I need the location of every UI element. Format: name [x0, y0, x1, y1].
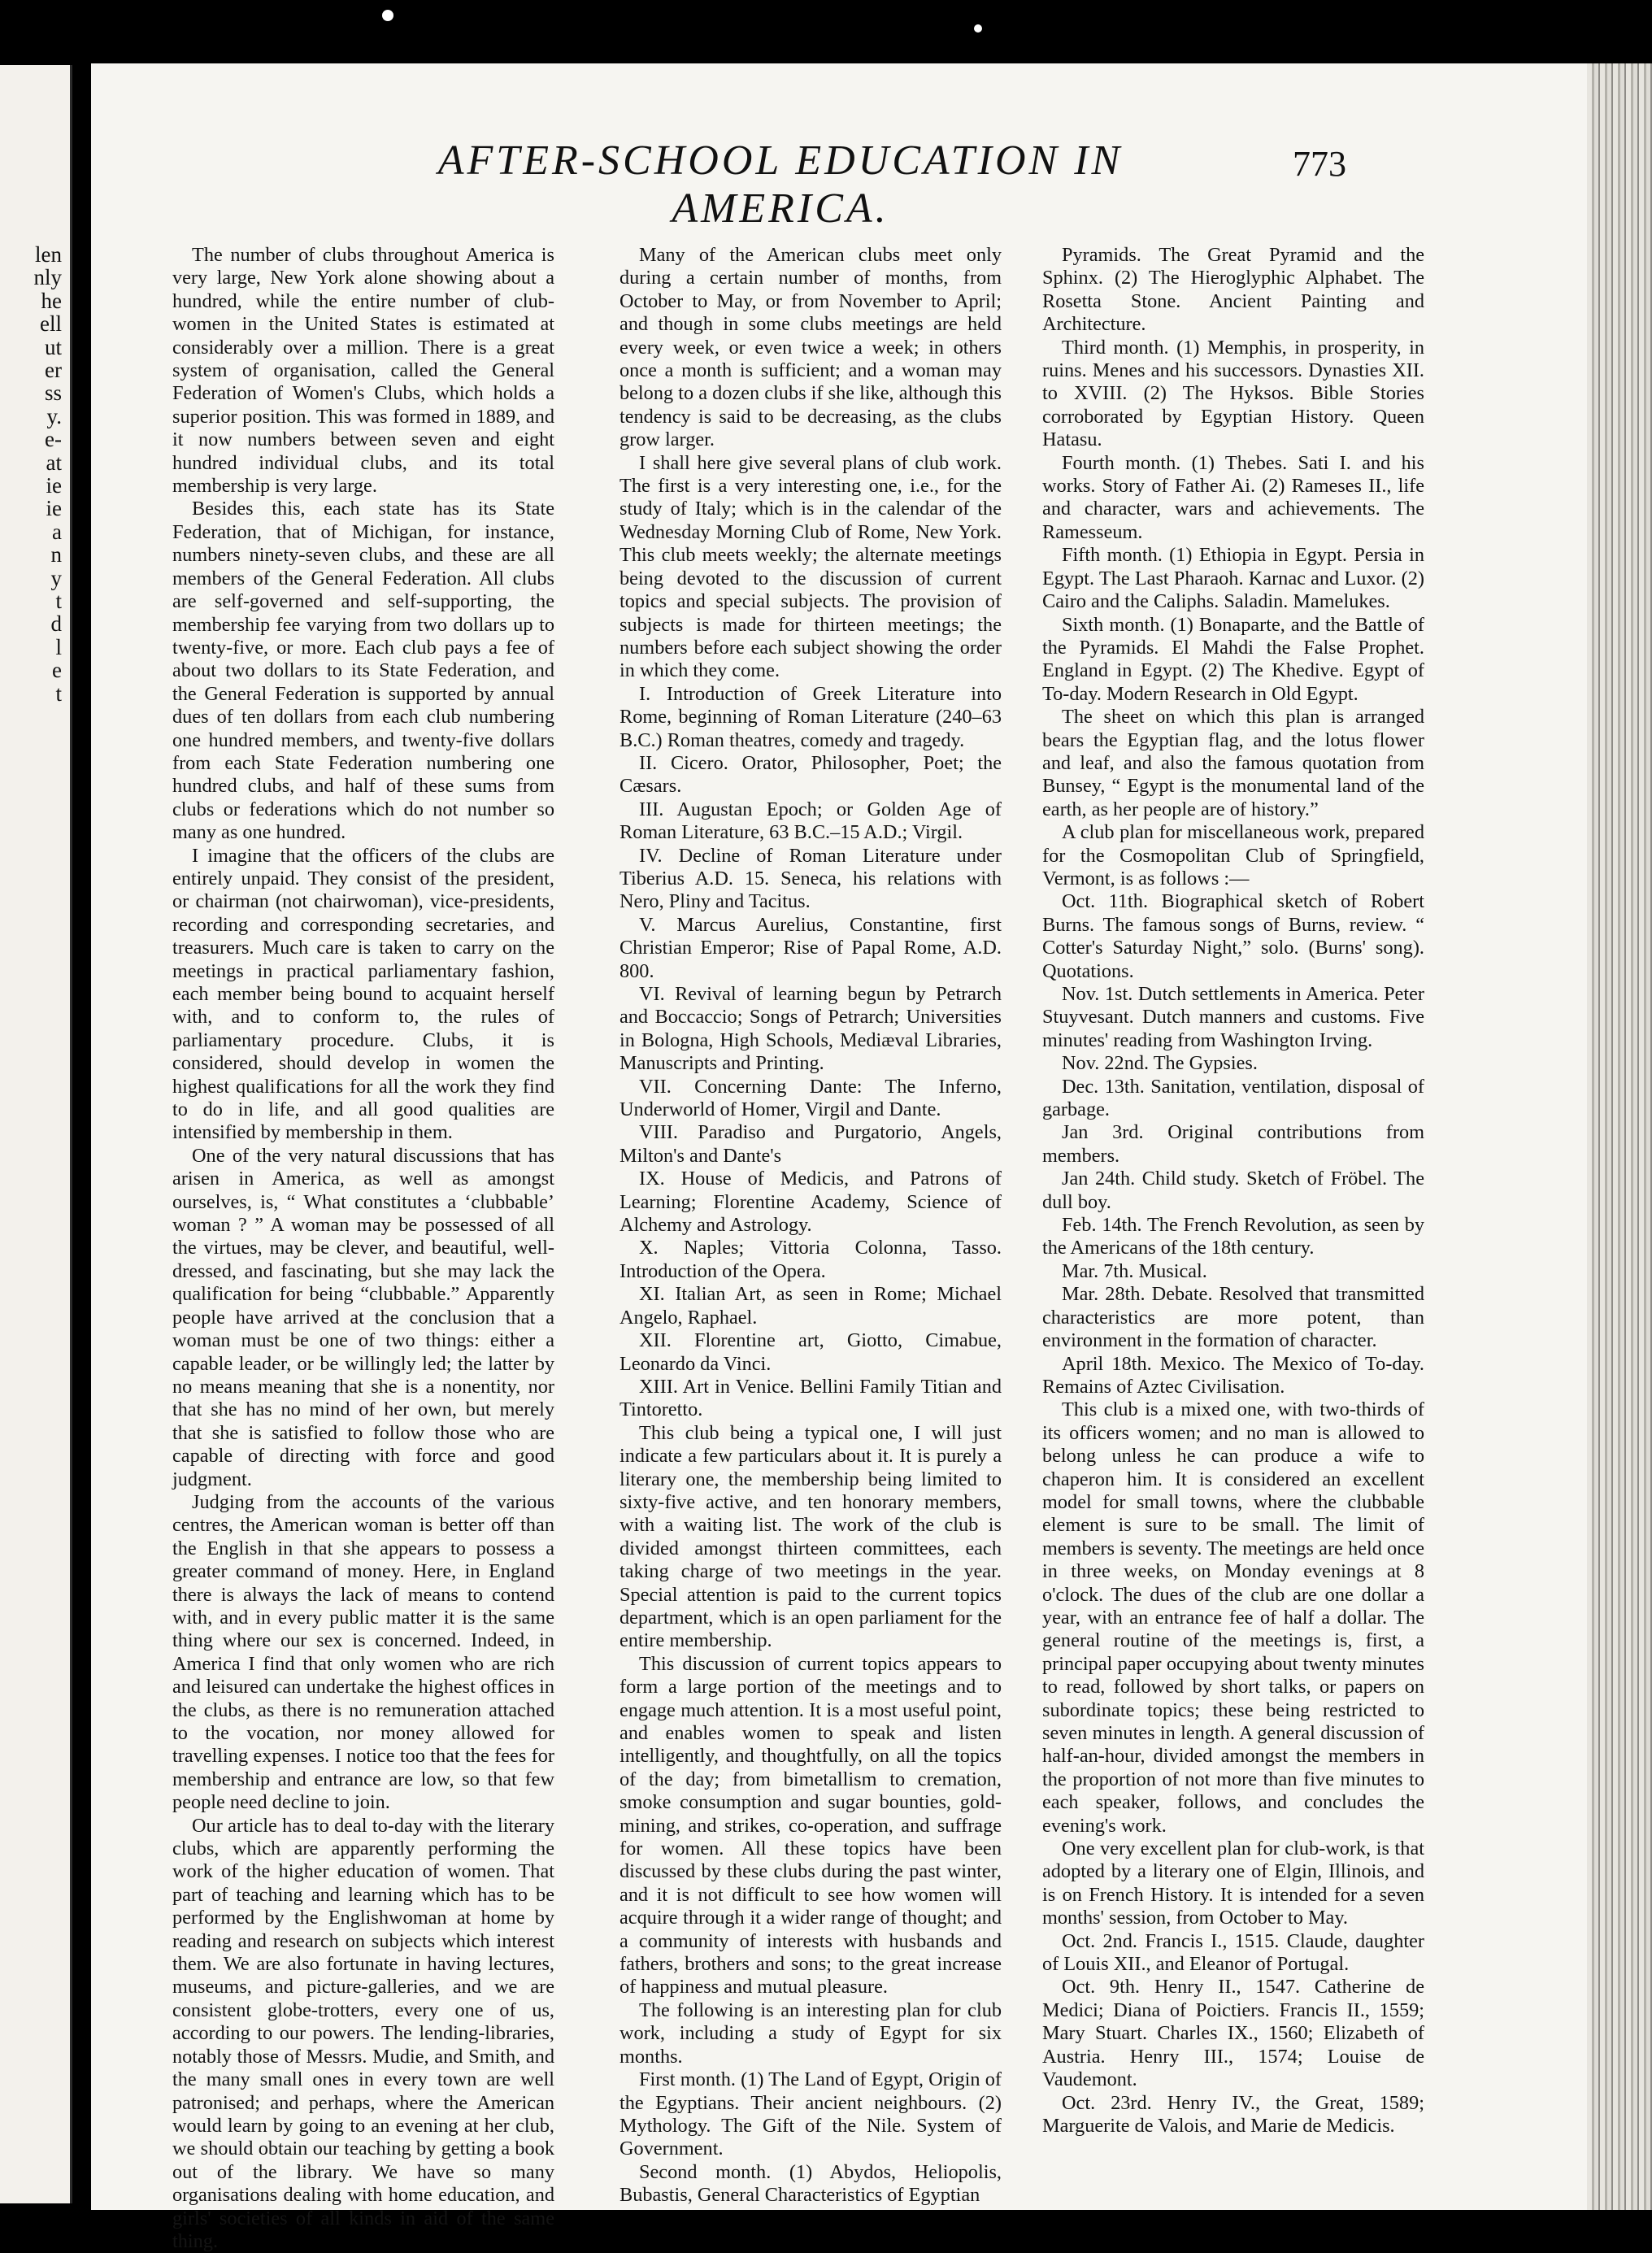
prev-page-fragment: l	[55, 634, 62, 659]
paragraph: XI. Italian Art, as seen in Rome; Michael Angelo, Raphael.	[620, 1283, 1002, 1329]
paragraph: VI. Revival of learning begun by Petrarch and Boccaccio; Songs of Petrarch; Universities in Bologna, High Schools, Mediæval Libraries, Manuscripts and Printing.	[620, 983, 1002, 1075]
prev-page-fragment: at	[46, 450, 62, 475]
paragraph: Oct. 2nd. Francis I., 1515. Claude, daughter of Louis XII., and Eleanor of Portugal.	[1042, 1929, 1424, 1976]
paragraph: One of the very natural discussions that has arisen in America, as well as amongst ourselves, is, “ What constitutes a ‘clubbable’ woman ? ” A woman may be possessed of all the virtues, may be clever, and beautiful, well-dressed, and fascinating, but she may lack the qualification for being “clubbable.” Apparently people have arrived at the conclusion that a woman must be one of two things: either a capable leader, or be willingly led; the latter by no means meaning that she is a nonentity, nor that she has no mind of her own, but merely that she is satisfied to follow those who are capable of directing with force and good judgment.	[172, 1144, 554, 1490]
page-edge-stack	[1587, 63, 1652, 2210]
paragraph: V. Marcus Aurelius, Constantine, first Christian Emperor; Rise of Papal Rome, A.D. 800.	[620, 913, 1002, 982]
paragraph: Mar. 28th. Debate. Resolved that transmitted characteristics are more potent, than environment in the formation of character.	[1042, 1283, 1424, 1352]
prev-page-fragment: ss	[44, 381, 62, 406]
prev-page-fragment: y.	[46, 403, 62, 428]
paragraph: Jan 24th. Child study. Sketch of Fröbel. The dull boy.	[1042, 1168, 1424, 1213]
text-column-1	[172, 244, 554, 2253]
paragraph: This club is a mixed one, with two-thirds of its officers women; and no man is allowed to belong unless he can produce a wife to chaperon him. It is considered an excellent model for small towns, where the clubbable element is sure to be small. The limit of members is seventy. The meetings are held once in three weeks, on Monday evenings at 8 o'clock. The dues of the club are one dollar a year, with an entrance fee of half a dollar. The general routine of the meetings is, first, a principal paper occupying about twenty minutes to read, followed by short talks, or papers on subordinate topics; these being restricted to seven minutes in length. A general discussion of half-an-hour, divided amongst the members in the proportion of not more than five minutes to each speaker, follows, and concludes the evening's work.	[1042, 1398, 1424, 1837]
paragraph: IX. House of Medicis, and Patrons of Learning; Florentine Academy, Science of Alchemy and Astrology.	[620, 1168, 1002, 1237]
paragraph: Sixth month. (1) Bonaparte, and the Battle of the Pyramids. El Mahdi the False Prophet. England in Egypt. (2) The Khedive. Egypt of To-day. Modern Research in Old Egypt.	[1042, 613, 1424, 705]
paragraph: Many of the American clubs meet only during a certain number of months, from October to May, or from November to April; and though in some clubs meetings are held every week, or even twice a week; in others once a month is sufficient; and a woman may belong to a dozen clubs if she like, although this tendency is said to be decreasing, as the clubs grow larger.	[620, 244, 1002, 451]
paragraph: The sheet on which this plan is arranged bears the Egyptian flag, and the lotus flower and leaf, and also the famous quotation from Bunsey, “ Egypt is the monumental land of the earth, as her people are of history.”	[1042, 706, 1424, 820]
prev-page-fragment: nly	[33, 265, 62, 290]
prev-page-fragment: ut	[44, 334, 62, 359]
paragraph: Judging from the accounts of the various centres, the American woman is better off than the English in that she appears to possess a greater command of money. Here, in England there is always the lack of means to contend with, and in every public matter it is the same thing where our sex is concerned. Indeed, in America I find that only women who are rich and leisured can undertake the highest offices in the clubs, as there is no remuneration attached to the vocation, nor money allowed for travelling expenses. I notice too that the fees for membership and entrance are low, so that few people need decline to join.	[172, 1490, 554, 1814]
paragraph: Oct. 9th. Henry II., 1547. Catherine de Medici; Diana of Poictiers. Francis II., 1559; Mary Stuart. Charles IX., 1560; Elizabeth of Austria. Henry III., 1574; Louise de Vaudemont.	[1042, 1976, 1424, 2091]
prev-page-fragment: len	[35, 242, 62, 267]
paragraph: I shall here give several plans of club work. The first is a very interesting one, i.e., for the study of Italy; which is in the calendar of the Wednesday Morning Club of Rome, New York. This club meets weekly; the alternate meetings being devoted to the discussion of current topics and special subjects. The provision of subjects is made for thirteen meetings; the numbers before each subject showing the order in which they come.	[620, 451, 1002, 682]
paragraph: IV. Decline of Roman Literature under Tiberius A.D. 15. Seneca, his relations with Nero, Pliny and Tacitus.	[620, 844, 1002, 913]
paragraph: First month. (1) The Land of Egypt, Origin of the Egyptians. Their ancient neighbours. (2) Mythology. The Gift of the Nile. System of Government.	[620, 2068, 1002, 2160]
paragraph: Mar. 7th. Musical.	[1062, 1259, 1207, 1282]
page-number: 773	[1293, 144, 1346, 184]
paragraph: Pyramids. The Great Pyramid and the Sphinx. (2) The Hieroglyphic Alphabet. The Rosetta Stone. Ancient Painting and Architecture.	[1042, 244, 1424, 336]
paragraph: Jan 3rd. Original contributions from members.	[1042, 1121, 1424, 1167]
text-column-3	[1042, 244, 1424, 2138]
running-head: AFTER-SCHOOL EDUCATION IN AMERICA.	[437, 137, 1124, 232]
paragraph: This club being a typical one, I will just indicate a few particulars about it. It is purely a literary one, the membership being limited to sixty-five active, and ten honorary members, with a waiting list. The work of the club is divided amongst thirteen committees, each taking charge of two meetings in the year. Special attention is paid to the current topics department, which is an open parliament for the entire membership.	[620, 1421, 1002, 1652]
paragraph: This discussion of current topics appears to form a large portion of the meetings and to engage much attention. It is a most useful point, and enables women to speak and listen intelligently, and thoughtfully, on all the topics of the day; from bimetallism to cremation, smoke consumption and sugar bounties, gold-mining, and strikes, co-operation, and suffrage for women. All these topics have been discussed by these clubs during the past winter, and it is not difficult to see how women will acquire through it a wider range of thought; and a community of interests with husbands and fathers, brothers and sons; to the great increase of happiness and mutual pleasure.	[620, 1652, 1002, 1999]
prev-page-fragment: e-	[45, 427, 62, 452]
paragraph: The following is an interesting plan for club work, including a study of Egypt for six months.	[620, 1999, 1002, 2068]
prev-page-fragment: ie	[46, 473, 62, 498]
prev-page-fragment: t	[55, 681, 62, 706]
prev-page-fragment: ie	[46, 496, 62, 521]
paragraph: Dec. 13th. Sanitation, ventilation, disposal of garbage.	[1042, 1075, 1424, 1121]
scan-speck	[382, 10, 393, 21]
paragraph: One very excellent plan for club-work, is that adopted by a literary one of Elgin, Illinois, and is on French History. It is intended for a seven months' session, from October to May.	[1042, 1838, 1424, 1929]
prev-page-fragment: he	[41, 288, 62, 313]
paragraph: Fifth month. (1) Ethiopia in Egypt. Persia in Egypt. The Last Pharaoh. Karnac and Luxor. (2) Cairo and the Caliphs. Saladin. Mamelukes.	[1042, 544, 1424, 613]
text-column-2	[620, 244, 1002, 2207]
paragraph: XII. Florentine art, Giotto, Cimabue, Leonardo da Vinci.	[620, 1329, 1002, 1375]
paragraph: II. Cicero. Orator, Philosopher, Poet; the Cæsars.	[620, 751, 1002, 798]
prev-page-fragment: y	[50, 565, 62, 590]
paragraph: I imagine that the officers of the clubs are entirely unpaid. They consist of the president, or chairman (not chairwoman), vice-presidents, recording and corresponding secretaries, and treasurers. Much care is taken to carry on the meetings in practical parliamentary fashion, each member being bound to acquaint herself with, and to conform to, the rules of parliamentary procedure. Clubs, it is considered, should develop in women the highest qualifications for all the work they find to do in life, and all good qualities are intensified by membership in them.	[172, 844, 554, 1144]
paragraph: A club plan for miscellaneous work, prepared for the Cosmopolitan Club of Springfield, Vermont, is as follows :—	[1042, 821, 1424, 889]
paragraph: XIII. Art in Venice. Bellini Family Titian and Tintoretto.	[620, 1375, 1002, 1421]
paragraph: April 18th. Mexico. The Mexico of To-day. Remains of Aztec Civilisation.	[1042, 1352, 1424, 1398]
previous-page-edge	[0, 65, 72, 2203]
scan-speck	[974, 24, 982, 33]
paragraph: Second month. (1) Abydos, Heliopolis, Bubastis, General Characteristics of Egyptian	[620, 2160, 1002, 2207]
paragraph: The number of clubs throughout America is very large, New York alone showing about a hundred, while the entire number of club-women in the United States is estimated at considerably over a million. There is a great system of organisation, called the General Federation of Women's Clubs, which holds a superior position. This was formed in 1889, and it now numbers between seven and eight hundred individual clubs, and its total membership is very large.	[172, 244, 554, 498]
paragraph: Oct. 11th. Biographical sketch of Robert Burns. The famous songs of Burns, review. “ Cotter's Saturday Night,” solo. (Burns' song). Quotations.	[1042, 890, 1424, 982]
prev-page-fragment: t	[55, 589, 62, 613]
paragraph: I. Introduction of Greek Literature into Rome, beginning of Roman Literature (240–63 B.C.) Roman theatres, comedy and tragedy.	[620, 682, 1002, 751]
paragraph: Feb. 14th. The French Revolution, as seen by the Americans of the 18th century.	[1042, 1214, 1424, 1259]
prev-page-fragment: ell	[40, 311, 62, 337]
paragraph: Oct. 23rd. Henry IV., the Great, 1589; Marguerite de Valois, and Marie de Medicis.	[1042, 2091, 1424, 2137]
paragraph: Nov. 1st. Dutch settlements in America. Peter Stuyvesant. Dutch manners and customs. Five minutes' reading from Washington Irving.	[1042, 983, 1424, 1051]
paragraph: VII. Concerning Dante: The Inferno, Underworld of Homer, Virgil and Dante.	[620, 1075, 1002, 1121]
prev-page-fragment: er	[45, 358, 62, 382]
prev-page-fragment: d	[50, 611, 62, 637]
paragraph: Fourth month. (1) Thebes. Sati I. and his works. Story of Father Ai. (2) Rameses II., life and character, wars and achievements. The Ramesseum.	[1042, 451, 1424, 543]
paragraph: Third month. (1) Memphis, in prosperity, in ruins. Menes and his successors. Dynasties XII. to XVIII. (2) The Hyksos. Bible Stories corroborated by Egyptian History. Queen Hatasu.	[1042, 336, 1424, 451]
paragraph: Our article has to deal to-day with the literary clubs, which are apparently performing the work of the higher education of women. That part of teaching and learning which has to be performed by the Englishwoman at home by reading and research on subjects which interest them. We are also fortunate in having lectures, museums, and picture-galleries, and we are consistent globe-trotters, every one of us, according to our powers. The lending-libraries, notably those of Messrs. Mudie, and Smith, and the many small ones in every town are well patronised; and perhaps, where the American would learn by going to an evening at her club, we should obtain our teaching by getting a book out of the library. We have so many organisations dealing with home education, and girls' societies of all kinds in aid of the same thing.	[172, 1814, 554, 2252]
paragraph: X. Naples; Vittoria Colonna, Tasso. Introduction of the Opera.	[620, 1237, 1002, 1282]
paragraph: Besides this, each state has its State Federation, that of Michigan, for instance, numbers ninety-seven clubs, and these are all members of the General Federation. All clubs are self-governed and self-supporting, the membership fee varying from two dollars up to twenty-five, or more. Each club pays a fee of about two dollars to its State Federation, and the General Federation is supported by annual dues of ten dollars from each club numbering one hundred members, and twenty-five dollars from each State Federation numbering one hundred clubs, and half of these sums from clubs or federations which do not number so many as one hundred.	[172, 498, 554, 844]
paragraph: Nov. 22nd. The Gypsies.	[1062, 1052, 1258, 1075]
paragraph: VIII. Paradiso and Purgatorio, Angels, Milton's and Dante's	[620, 1121, 1002, 1167]
paragraph: III. Augustan Epoch; or Golden Age of Roman Literature, 63 B.C.–15 A.D.; Virgil.	[620, 798, 1002, 844]
prev-page-fragment: n	[50, 542, 62, 568]
prev-page-fragment: e	[52, 658, 62, 683]
prev-page-fragment: a	[52, 519, 62, 544]
